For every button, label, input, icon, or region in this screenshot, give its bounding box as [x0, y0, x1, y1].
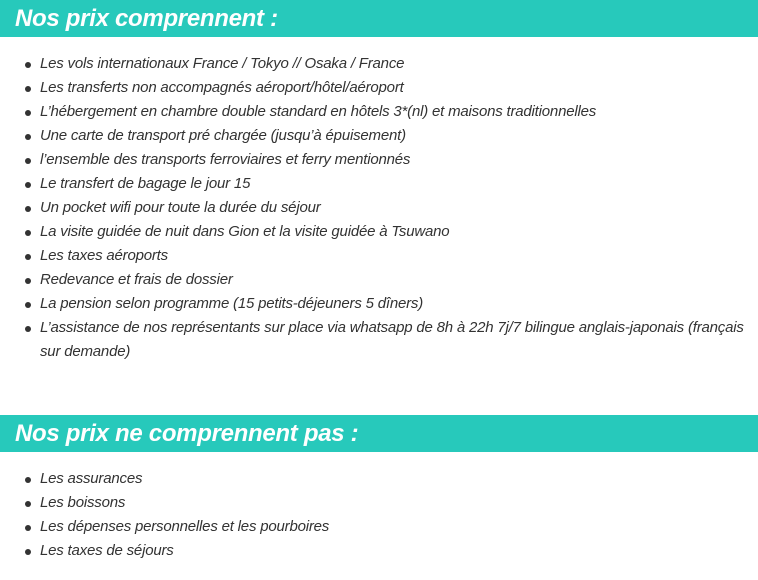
- bullet-icon: [25, 206, 31, 212]
- list-item-text: l’ensemble des transports ferroviaires et ferry mentionnés: [40, 151, 411, 168]
- list-item: [0, 76, 758, 100]
- bullet-icon: [25, 86, 31, 92]
- list-item: [0, 148, 758, 172]
- included-section-heading: Nos prix comprennent :: [0, 0, 758, 37]
- list-item-text: Les dépenses personnelles et les pourboires: [40, 518, 330, 535]
- bullet-icon: [25, 477, 31, 483]
- excluded-list: [0, 467, 758, 563]
- list-item-text: Les assurances: [40, 470, 143, 487]
- list-item: [0, 220, 758, 244]
- list-item-text: Le transfert de bagage le jour 15: [40, 175, 251, 192]
- list-item: [0, 100, 758, 124]
- list-item: [0, 316, 758, 364]
- list-item-text: Les taxes aéroports: [40, 247, 168, 264]
- bullet-icon: [25, 254, 31, 260]
- list-item: [0, 52, 758, 76]
- included-list: [0, 52, 758, 364]
- list-item-text: La visite guidée de nuit dans Gion et la visite guidée à Tsuwano: [40, 223, 450, 240]
- list-item-text: L’hébergement en chambre double standard en hôtels 3*(nl) et maisons traditionnelles: [40, 103, 597, 120]
- bullet-icon: [25, 326, 31, 332]
- list-item-text: Les transferts non accompagnés aéroport/hôtel/aéroport: [40, 79, 404, 96]
- list-item: [0, 515, 758, 539]
- bullet-icon: [25, 302, 31, 308]
- list-item-text: Les taxes de séjours: [40, 542, 174, 559]
- excluded-section-heading: Nos prix ne comprennent pas :: [0, 415, 758, 452]
- bullet-icon: [25, 501, 31, 507]
- list-item: [0, 172, 758, 196]
- list-item: [0, 124, 758, 148]
- list-item-text: Les boissons: [40, 494, 126, 511]
- list-item: [0, 292, 758, 316]
- bullet-icon: [25, 62, 31, 68]
- list-item-text: L’assistance de nos représentants sur place via whatsapp de 8h à 22h 7j/7 bilingue anglais-japonais (français sur demande): [40, 319, 744, 360]
- bullet-icon: [25, 110, 31, 116]
- bullet-icon: [25, 134, 31, 140]
- list-item: [0, 491, 758, 515]
- list-item-text: Redevance et frais de dossier: [40, 271, 233, 288]
- list-item: [0, 539, 758, 563]
- list-item: [0, 467, 758, 491]
- bullet-icon: [25, 525, 31, 531]
- bullet-icon: [25, 158, 31, 164]
- list-item: [0, 196, 758, 220]
- list-item-text: Une carte de transport pré chargée (jusqu’à épuisement): [40, 127, 406, 144]
- list-item-text: Un pocket wifi pour toute la durée du séjour: [40, 199, 321, 216]
- bullet-icon: [25, 278, 31, 284]
- list-item-text: La pension selon programme (15 petits-déjeuners 5 dîners): [40, 295, 423, 312]
- bullet-icon: [25, 182, 31, 188]
- bullet-icon: [25, 549, 31, 555]
- list-item-text: Les vols internationaux France / Tokyo // Osaka / France: [40, 55, 405, 72]
- list-item: [0, 268, 758, 292]
- list-item: [0, 244, 758, 268]
- bullet-icon: [25, 230, 31, 236]
